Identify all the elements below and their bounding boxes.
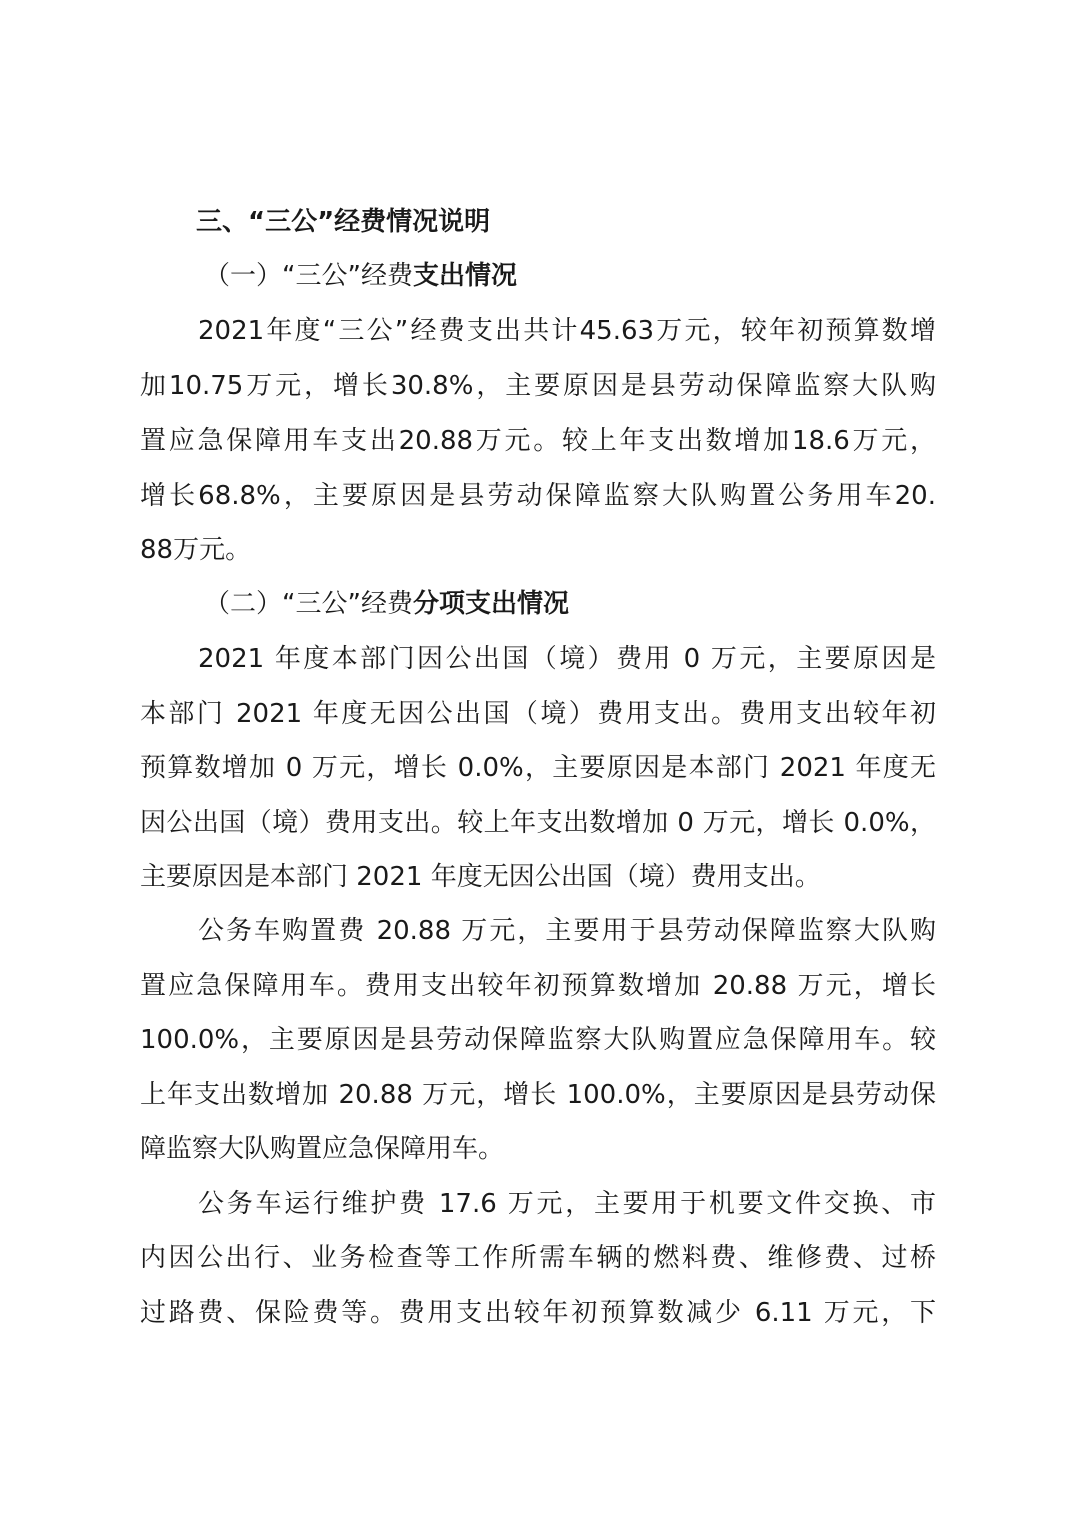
subsection-heading-1-prefix: （一）“三公”经费	[204, 261, 413, 291]
paragraph-2-line: 预算数增加 0 万元，增长 0.0%，主要原因是本部门 2021 年度无	[140, 753, 936, 783]
paragraph-4-line: 内因公出行、业务检查等工作所需车辆的燃料费、维修费、过桥	[140, 1243, 936, 1273]
paragraph-3-line: 100.0%，主要原因是县劳动保障监察大队购置应急保障用车。较	[140, 1025, 936, 1055]
paragraph-1-line: 置应急保障用车支出20.88万元。较上年支出数增加18.6万元，	[140, 426, 936, 456]
paragraph-2-line: 本部门 2021 年度无因公出国（境）费用支出。费用支出较年初	[140, 699, 936, 729]
paragraph-3-line: 障监察大队购置应急保障用车。	[140, 1134, 505, 1164]
subsection-heading-1-bold: 支出情况	[412, 261, 517, 291]
paragraph-3-line: 置应急保障用车。费用支出较年初预算数增加 20.88 万元，增长	[140, 971, 936, 1001]
subsection-heading-2-bold: 分项支出情况	[412, 589, 569, 619]
paragraph-4-line: 公务车运行维护费 17.6 万元，主要用于机要文件交换、市	[198, 1189, 936, 1219]
paragraph-2-line: 主要原因是本部门 2021 年度无因公出国（境）费用支出。	[140, 862, 821, 892]
subsection-heading-2	[204, 587, 1000, 621]
subsection-heading-1	[204, 259, 1000, 293]
paragraph-4-line: 过路费、保险费等。费用支出较年初预算数减少 6.11 万元，下	[140, 1298, 936, 1328]
paragraph-1-line: 2021年度“三公”经费支出共计45.63万元，较年初预算数增	[198, 316, 936, 346]
paragraph-2-line: 因公出国（境）费用支出。较上年支出数增加 0 万元，增长 0.0%，	[140, 808, 936, 838]
paragraph-3-line: 上年支出数增加 20.88 万元，增长 100.0%，主要原因是县劳动保	[140, 1080, 936, 1110]
paragraph-3-line: 公务车购置费 20.88 万元，主要用于县劳动保障监察大队购	[198, 916, 936, 946]
paragraph-1-line: 增长68.8%，主要原因是县劳动保障监察大队购置公务用车20.	[140, 481, 936, 511]
subsection-heading-2-prefix: （二）“三公”经费	[204, 589, 413, 619]
paragraph-1-line: 加10.75万元，增长30.8%，主要原因是县劳动保障监察大队购	[140, 371, 936, 401]
paragraph-1-line: 88万元。	[140, 535, 252, 565]
paragraph-2-line: 2021 年度本部门因公出国（境）费用 0 万元，主要原因是	[198, 644, 936, 674]
section-title: 三、“三公”经费情况说明	[196, 207, 491, 237]
